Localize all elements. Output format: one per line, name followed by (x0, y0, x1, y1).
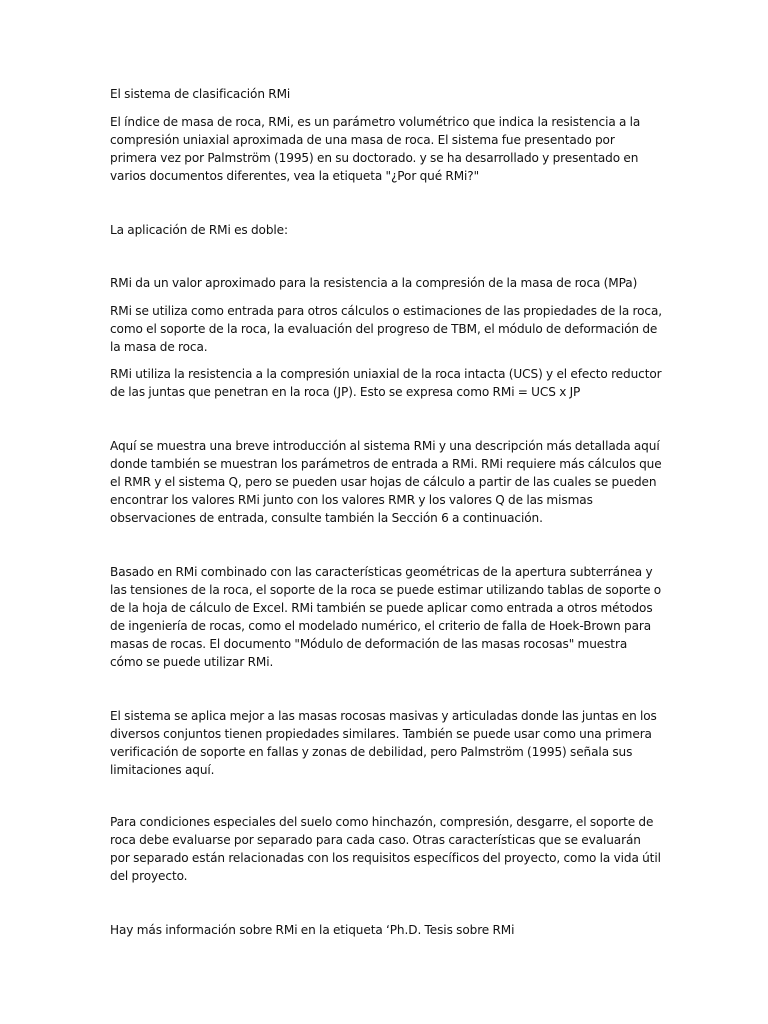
paragraph-support-estimation: Basado en RMi combinado con las características geométricas de la apertura subterránea y las tensiones de la roca, el soporte de la roca se puede estimar utilizando tablas de soporte o de la hoja de cálculo de Excel. RMi también se puede aplicar como entrada a otros métodos de ingeniería de rocas, como el modelado numérico, el criterio de falla de Hoek-Brown para masas de rocas. El documento "Módulo de deformación de las masas rocosas" muestra cómo se puede utilizar RMi. (110, 565, 662, 669)
paragraph-strength: RMi da un valor aproximado para la resistencia a la compresión de la masa de roca (MPa) (110, 276, 638, 290)
paragraph-input-use: RMi se utiliza como entrada para otros cálculos o estimaciones de las propiedades de la roca, como el soporte de la roca, la evaluación del progreso de TBM, el módulo de deformación de la masa de roca. (110, 304, 663, 354)
paragraph-introduction: Aquí se muestra una breve introducción al sistema RMi y una descripción más detallada aquí donde también se muestran los parámetros de entrada a RMi. RMi requiere más cálculos que el RMR y el sistema Q, pero se pueden usar hojas de cálculo a partir de las cuales se pueden encontrar los valores RMi junto con los valores RMR y los valores Q de las mismas observaciones de entrada, consulte también la Sección 6 a continuación. (110, 439, 662, 525)
paragraph-more-info: Hay más información sobre RMi en la etiqueta ‘Ph.D. Tesis sobre RMi (110, 923, 515, 937)
document-title: El sistema de clasificación RMi (110, 87, 291, 101)
paragraph-definition: El índice de masa de roca, RMi, es un parámetro volumétrico que indica la resistencia a la compresión uniaxial aproximada de una masa de roca. El sistema fue presentado por primera vez por Palmström (1995) en su doctorado. y se ha desarrollado y presentado en varios documentos diferentes, vea la etiqueta "¿Por qué RMi?" (110, 115, 641, 183)
paragraph-special-conditions: Para condiciones especiales del suelo como hinchazón, compresión, desgarre, el soporte de roca debe evaluarse por separado para cada caso. Otras características que se evaluarán por separado están relacionadas con los requisitos específicos del proyecto, como la vida útil del proyecto. (110, 815, 661, 883)
paragraph-applicability: El sistema se aplica mejor a las masas rocosas masivas y articuladas donde las juntas en los diversos conjuntos tienen propiedades similares. También se puede usar como una primera verificación de soporte en fallas y zonas de debilidad, pero Palmström (1995) señala sus limitaciones aquí. (110, 709, 657, 777)
paragraph-application-intro: La aplicación de RMi es doble: (110, 223, 288, 237)
paragraph-formula: RMi utiliza la resistencia a la compresión uniaxial de la roca intacta (UCS) y el efecto reductor de las juntas que penetran en la roca (JP). Esto se expresa como RMi = UCS x JP (110, 367, 662, 399)
